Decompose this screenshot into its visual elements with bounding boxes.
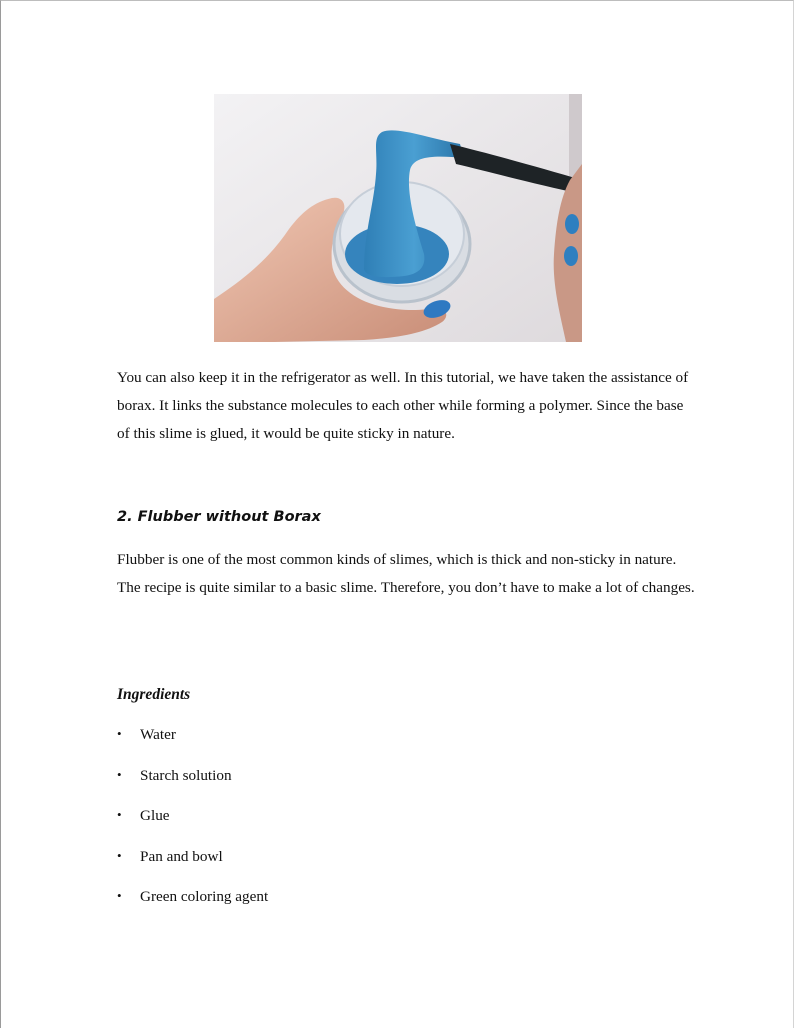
bullet-icon: • xyxy=(117,807,122,822)
list-item-text: Glue xyxy=(140,807,170,824)
body-paragraph: Flubber is one of the most common kinds of slimes, which is thick and non-sticky in nature. The recipe is quite similar to a basic slime. Therefore, you don’t have to make a lot of changes. xyxy=(117,551,695,596)
slime-photo xyxy=(214,94,582,342)
bullet-icon: • xyxy=(117,726,122,741)
section-heading: 2. Flubber without Borax xyxy=(117,509,321,525)
list-item-text: Water xyxy=(140,726,176,743)
list-item-text: Green coloring agent xyxy=(140,888,269,905)
bullet-icon: • xyxy=(117,888,122,903)
slime-photo-drawing xyxy=(214,94,582,342)
ingredients-heading: Ingredients xyxy=(117,686,191,703)
bullet-icon: • xyxy=(117,766,122,782)
right-hand-nail xyxy=(565,214,579,234)
body-paragraph: You can also keep it in the refrigerator as well. In this tutorial, we have taken the assistance of borax. It links the substance molecules to each other while forming a polymer. Since the base of this slime is glued, it would be quite sticky in nature. xyxy=(117,369,689,442)
bullet-icon: • xyxy=(117,847,122,863)
list-item-text: Starch solution xyxy=(140,766,232,784)
list-item-text: Pan and bowl xyxy=(140,847,223,865)
right-hand-nail xyxy=(564,246,578,266)
